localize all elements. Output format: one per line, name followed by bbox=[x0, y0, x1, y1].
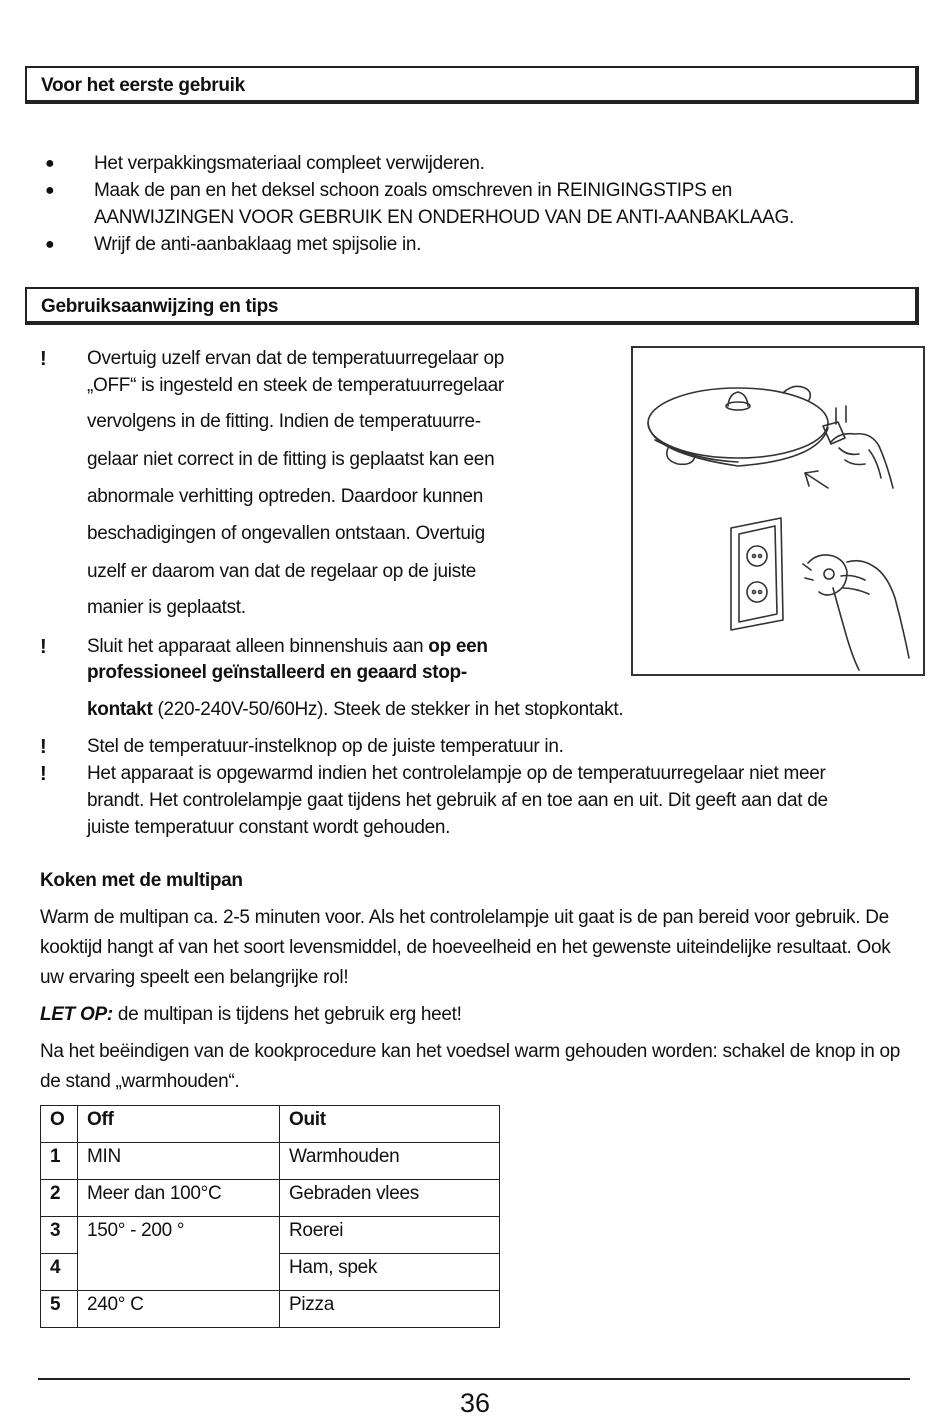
table-row: 1 MIN Warmhouden bbox=[41, 1143, 500, 1180]
text-line: uzelf er daarom van dat de regelaar op de juiste bbox=[87, 561, 477, 582]
manual-page: Voor het eerste gebruik ● Het verpakkingsmateriaal compleet verwijderen. ● Maak de pan en het deksel schoon zoals omschreven in REINIGINGSTIPS en AANWIJZINGEN VOOR GEBRUIK EN ONDERHOUD VAN DE ANTI-AANBAKLAAG. ● Wrijf de anti-aanbaklaag met spijsolie in. Gebruiksaanwijzing en tips ! Overtuig uzelf ervan dat de temperatuurregelaar op „OFF“ is ingesteld en steek de temperatuurregelaar vervolgens in de fitting. Indien de temperatuurre- gelaar niet correct in de fitting is geplaatst kan een abnormale verhitting optreden. Daardoor kunnen beschadigingen of ongevallen ontstaan. Overtuig uzelf er daarom van dat de regelaar op de juiste manier is geplaatst. ! Sluit het apparaat alleen binnenshuis aan op een professioneel geïnstalleerd en geaard stop- kontakt (220-240V-50/60Hz). Steek de stekker in het stopkontakt. ! Stel de temperatuur-instelknop op de juiste temperatuur in. ! Het apparaat is opgewarmd indien het controlelampje op de temperatuurregelaar niet meer brandt. Het controlelampje gaat tijdens het gebruik af en toe aan en uit. Dit geeft aan dat de juiste temperatuur constant wordt gehouden. Koken met de multipan Warm de multipan ca. 2-5 minuten voor. Als het controlelampje uit gaat is de pan bereid voor gebruik. De kooktijd hangt af van het soort levensmiddel, de hoeveelheid en het gewenste uiteindelijke resultaat. Ook uw ervaring speelt een belangrijke rol! LET OP: de multipan is tijdens het gebruik erg heet! Na het beëindigen van de kookprocedure kan het voedsel warm gehouden worden: schakel de knop in op de stand „warmhouden“. O Off Ouit 1 MIN Warmhouden 2 Meer dan 100°C Gebraden vlees 3 150° - 200 ° Roerei 4 Ham, spek 5 240° C Pizza 36 bbox=[0, 0, 950, 1417]
first-use-bullet-list bbox=[40, 150, 900, 258]
section-title: Voor het eerste gebruik bbox=[41, 75, 245, 96]
warning-icon: ! bbox=[40, 348, 47, 370]
bullet-icon: ● bbox=[45, 182, 55, 199]
table-row: 3 150° - 200 ° Roerei bbox=[41, 1217, 500, 1254]
list-item: ● Maak de pan en het deksel schoon zoals omschreven in REINIGINGSTIPS en AANWIJZINGEN VOOR GEBRUIK EN ONDERHOUD VAN DE ANTI-AANBAKLAAG. bbox=[40, 177, 900, 231]
text-line: juiste temperatuur constant wordt gehouden. bbox=[87, 817, 451, 838]
temperature-table bbox=[40, 1105, 500, 1328]
warning-icon: ! bbox=[40, 763, 47, 785]
text-line: gelaar niet correct in de fitting is geplaatst kan een bbox=[87, 449, 495, 470]
table-row: O Off Ouit bbox=[41, 1106, 500, 1143]
warning-note: LET OP: de multipan is tijdens het gebruik erg heet! bbox=[40, 1004, 462, 1025]
footer-divider bbox=[38, 1378, 910, 1380]
subheading-cooking: Koken met de multipan bbox=[40, 870, 243, 891]
text-line: kontakt (220-240V-50/60Hz). Steek de stekker in het stopkontakt. bbox=[87, 699, 624, 720]
text-line: „OFF“ is ingesteld en steek de temperatuurregelaar bbox=[87, 375, 504, 396]
text-line: vervolgens in de fitting. Indien de temperatuurre- bbox=[87, 411, 481, 432]
text-line: brandt. Het controlelampje gaat tijdens het gebruik af en toe aan en uit. Dit geeft aan dat de bbox=[87, 790, 828, 811]
section-header-usage bbox=[25, 287, 919, 325]
text-line: abnormale verhitting optreden. Daardoor kunnen bbox=[87, 486, 484, 507]
table-row: 2 Meer dan 100°C Gebraden vlees bbox=[41, 1180, 500, 1217]
warning-icon: ! bbox=[40, 736, 47, 758]
paragraph: Na het beëindigen van de kookprocedure kan het voedsel warm gehouden worden: schakel de knop in op de stand „warmhouden“. bbox=[40, 1041, 900, 1092]
paragraph: Warm de multipan ca. 2-5 minuten voor. Als het controlelampje uit gaat is de pan bereid voor gebruik. De kooktijd hangt af van het soort levensmiddel, de hoeveelheid en het gewenste uiteindelijke resultaat. Ook uw ervaring speelt een belangrijke rol! bbox=[40, 907, 891, 988]
text-line: professioneel geïnstalleerd en geaard stop- bbox=[87, 662, 467, 683]
bullet-icon: ● bbox=[45, 155, 55, 172]
section-header-first-use bbox=[25, 66, 919, 104]
page-number: 36 bbox=[459, 1388, 491, 1418]
list-item: ● Het verpakkingsmateriaal compleet verwijderen. bbox=[40, 150, 900, 177]
table-row: 4 Ham, spek bbox=[41, 1254, 500, 1291]
warning-icon: ! bbox=[40, 636, 47, 658]
pan-plug-illustration bbox=[631, 346, 925, 676]
section-title: Gebruiksaanwijzing en tips bbox=[41, 296, 279, 317]
list-item: ● Wrijf de anti-aanbaklaag met spijsolie in. bbox=[40, 231, 900, 258]
table-row: 5 240° C Pizza bbox=[41, 1291, 500, 1328]
bullet-icon: ● bbox=[45, 236, 55, 253]
text-line: beschadigingen of ongevallen ontstaan. Overtuig bbox=[87, 523, 485, 544]
multipan-plug-icon bbox=[633, 348, 923, 674]
text-line: manier is geplaatst. bbox=[87, 597, 246, 618]
